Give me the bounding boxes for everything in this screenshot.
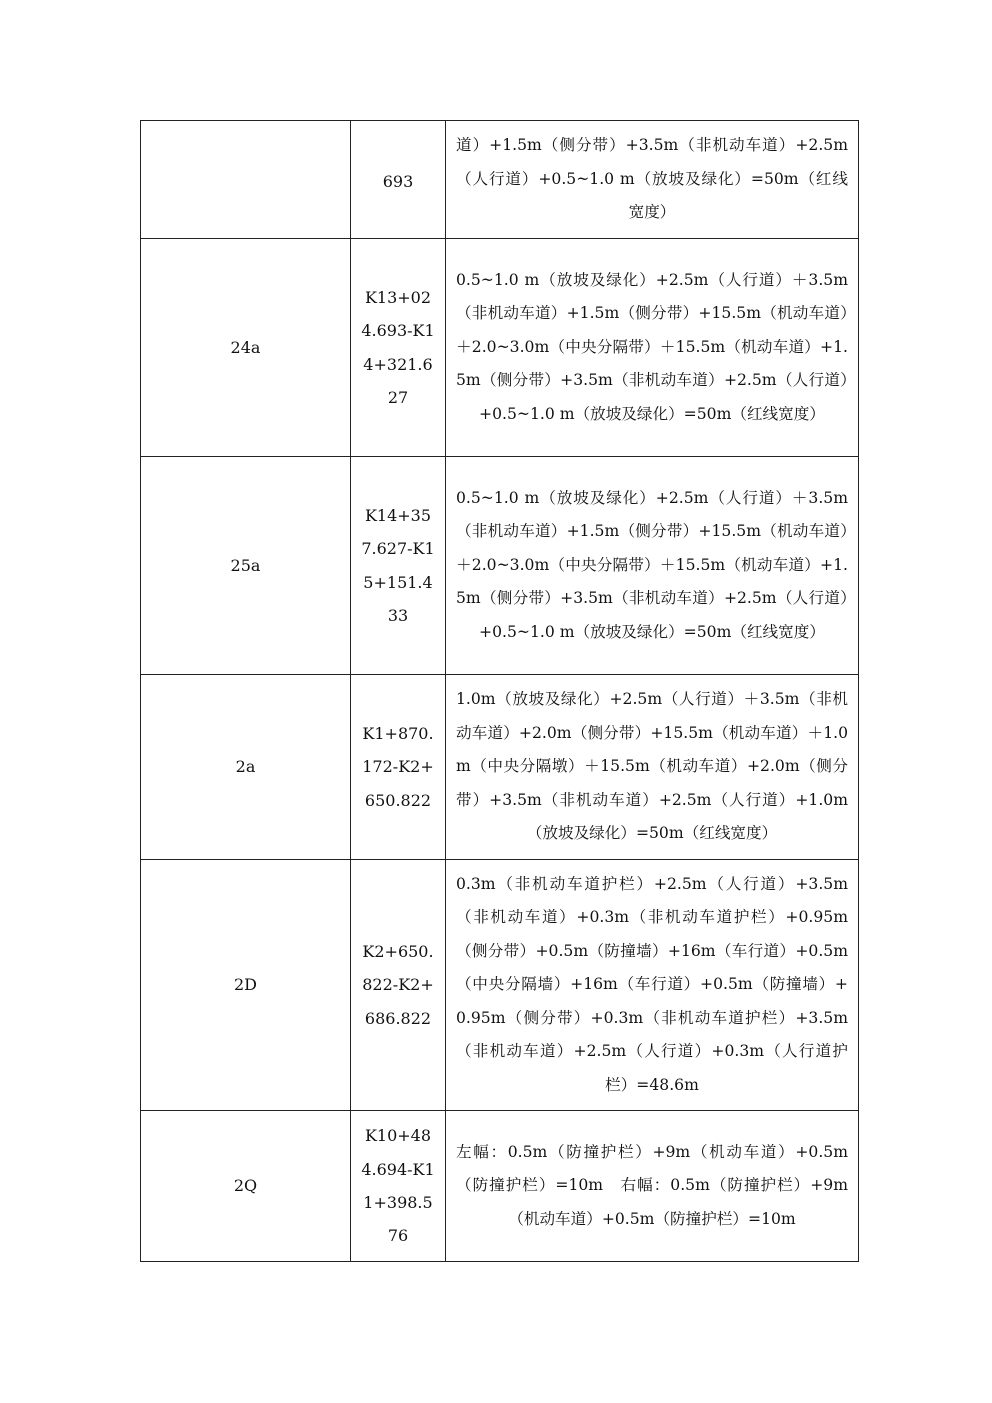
section-code: 2a — [235, 757, 256, 777]
station-range: K13+024.693-K14+321.627 — [361, 287, 435, 407]
composition-cell — [446, 457, 859, 675]
section-composition: 0.3m（非机动车道护栏）+2.5m（人行道）+3.5m（非机动车道）+0.3m（非机动车道护栏）+0.95m（侧分带）+0.5m（防撞墙）+16m（车行道）+0.5m（中央分隔墙）+16m（车行道）+0.5m（防撞墙）+0.95m（侧分带）+0.3m（非机动车道护栏）+3.5m（非机动车道）+2.5m（人行道）+0.3m（人行道护栏）=48.6m — [456, 875, 848, 1094]
section-composition: 0.5~1.0 m（放坡及绿化）+2.5m（人行道）＋3.5m（非机动车道）+1.5m（侧分带）+15.5m（机动车道）＋2.0~3.0m（中央分隔带）＋15.5m（机动车道）+1.5m（侧分带）+3.5m（非机动车道）+2.5m（人行道）+0.5~1.0 m（放坡及绿化）=50m（红线宽度） — [456, 488, 848, 641]
section-cell — [141, 239, 351, 457]
table-row — [141, 860, 859, 1111]
section-composition: 0.5~1.0 m（放坡及绿化）+2.5m（人行道）＋3.5m（非机动车道）+1.5m（侧分带）+15.5m（机动车道）＋2.0~3.0m（中央分隔带）＋15.5m（机动车道）+1.5m（侧分带）+3.5m（非机动车道）+2.5m（人行道）+0.5~1.0 m（放坡及绿化）=50m（红线宽度） — [456, 270, 848, 423]
road-section-table — [140, 120, 859, 1262]
table-row — [141, 121, 859, 239]
station-range: 693 — [382, 171, 414, 191]
station-range: K1+870.172-K2+650.822 — [362, 723, 434, 810]
section-code: 2D — [233, 975, 257, 995]
composition-cell — [446, 121, 859, 239]
station-range: K10+484.694-K11+398.576 — [361, 1126, 435, 1246]
section-code: 25a — [230, 555, 261, 575]
section-code: 2Q — [233, 1176, 258, 1196]
composition-cell — [446, 239, 859, 457]
station-range: K14+357.627-K15+151.433 — [361, 505, 435, 625]
table-row — [141, 1111, 859, 1262]
station-cell — [351, 239, 446, 457]
table-row — [141, 675, 859, 860]
station-range: K2+650.822-K2+686.822 — [362, 941, 434, 1028]
station-cell — [351, 457, 446, 675]
section-code: 24a — [230, 337, 261, 357]
station-cell — [351, 860, 446, 1111]
section-cell — [141, 860, 351, 1111]
section-cell — [141, 1111, 351, 1262]
section-composition: 道）+1.5m（侧分带）+3.5m（非机动车道）+2.5m（人行道）+0.5~1.0 m（放坡及绿化）=50m（红线宽度） — [456, 136, 848, 222]
station-cell — [351, 121, 446, 239]
station-cell — [351, 1111, 446, 1262]
composition-cell — [446, 1111, 859, 1262]
station-cell — [351, 675, 446, 860]
table-row — [141, 239, 859, 457]
composition-cell — [446, 860, 859, 1111]
table-row — [141, 457, 859, 675]
section-cell — [141, 121, 351, 239]
composition-cell — [446, 675, 859, 860]
section-cell — [141, 675, 351, 860]
section-cell — [141, 457, 351, 675]
section-composition: 1.0m（放坡及绿化）+2.5m（人行道）＋3.5m（非机动车道）+2.0m（侧分带）+15.5m（机动车道）＋1.0m（中央分隔墩）＋15.5m（机动车道）+2.0m（侧分带）+3.5m（非机动车道）+2.5m（人行道）+1.0m（放坡及绿化）=50m（红线宽度） — [456, 690, 848, 843]
section-composition: 左幅：0.5m（防撞护栏）+9m（机动车道）+0.5m（防撞护栏）=10m 右幅：0.5m（防撞护栏）+9m（机动车道）+0.5m（防撞护栏）=10m — [456, 1142, 848, 1228]
